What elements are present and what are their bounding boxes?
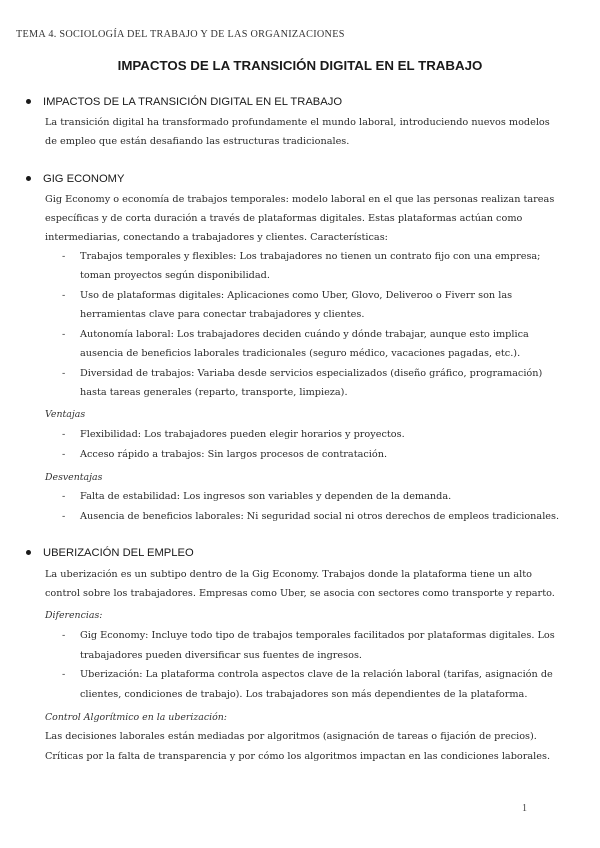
list-item-line: hasta tareas generales (reparto, transporte, limpieza). <box>80 387 348 398</box>
list-item-line: clientes, condiciones de trabajo). Los trabajadores son más dependientes de la plataforma. <box>80 689 528 700</box>
list-item-line: herramientas clave para conectar trabajadores y clientes. <box>80 309 365 320</box>
dash-marker: - <box>62 630 66 641</box>
list-item-line: trabajadores pueden diversificar sus fuentes de ingresos. <box>80 650 363 661</box>
control-algoritmico-label: Control Algorítmico en la uberización: <box>45 712 227 723</box>
ventajas-label: Ventajas <box>45 409 86 420</box>
list-item-line: Ausencia de beneficios laborales: Ni seguridad social ni otros derechos de empleos tradicionales. <box>80 511 560 522</box>
list-item-line: Acceso rápido a trabajos: Sin largos procesos de contratación. <box>80 449 388 460</box>
dash-marker: - <box>62 368 66 379</box>
list-item-line: Uberización: La plataforma controla aspectos clave de la relación laboral (tarifas, asignación de <box>80 669 553 680</box>
dash-marker: - <box>62 290 66 301</box>
paragraph-line: La transición digital ha transformado profundamente el mundo laboral, introduciendo nuevos modelos <box>45 117 550 128</box>
bullet-icon <box>26 176 31 181</box>
paragraph-line: específicas y de corta duración a través de plataformas digitales. Estas plataformas actúan como <box>45 213 523 224</box>
paragraph-line: Las decisiones laborales están mediadas por algoritmos (asignación de tareas o fijación de precios). <box>45 731 537 742</box>
dash-marker: - <box>62 511 66 522</box>
paragraph-line: de empleo que están desafiando las estructuras tradicionales. <box>45 136 350 147</box>
section-heading-text: GIG ECONOMY <box>43 173 125 185</box>
diferencias-label: Diferencias: <box>45 610 103 621</box>
section-heading-text: IMPACTOS DE LA TRANSICIÓN DIGITAL EN EL TRABAJO <box>43 96 343 108</box>
bullet-icon <box>26 99 31 104</box>
dash-marker: - <box>62 491 66 502</box>
bullet-icon <box>26 550 31 555</box>
page-title: IMPACTOS DE LA TRANSICIÓN DIGITAL EN EL TRABAJO <box>117 58 483 73</box>
section-heading-impactos <box>26 96 342 108</box>
paragraph-line: control sobre los trabajadores. Empresas como Uber, se asocia con sectores como transporte y reparto. <box>45 588 555 599</box>
paragraph-line: La uberización es un subtipo dentro de la Gig Economy. Trabajos donde la plataforma tiene un alto <box>45 569 532 580</box>
paragraph-line: Gig Economy o economía de trabajos temporales: modelo laboral en el que las personas realizan tareas <box>45 194 555 205</box>
list-item-line: Trabajos temporales y flexibles: Los trabajadores no tienen un contrato fijo con una empresa; <box>80 251 541 262</box>
list-item-line: ausencia de beneficios laborales tradicionales (seguro médico, vacaciones pagadas, etc.). <box>80 348 521 359</box>
list-item-line: Autonomía laboral: Los trabajadores deciden cuándo y dónde trabajar, aunque esto implica <box>80 329 529 340</box>
paragraph-line: Críticas por la falta de transparencia y por cómo los algoritmos impactan en las condiciones laborales. <box>45 751 551 762</box>
section-heading-gig-economy <box>26 173 124 185</box>
dash-marker: - <box>62 251 66 262</box>
section-heading-uberizacion <box>26 547 194 559</box>
list-item-line: Falta de estabilidad: Los ingresos son variables y dependen de la demanda. <box>80 491 452 502</box>
list-item-line: Diversidad de trabajos: Variaba desde servicios especializados (diseño gráfico, programación) <box>80 368 543 379</box>
dash-marker: - <box>62 449 66 460</box>
list-item-line: toman proyectos según disponibilidad. <box>80 270 270 281</box>
running-header: TEMA 4. SOCIOLOGÍA DEL TRABAJO Y DE LAS ORGANIZACIONES <box>16 29 345 40</box>
list-item-line: Flexibilidad: Los trabajadores pueden elegir horarios y proyectos. <box>80 429 405 440</box>
dash-marker: - <box>62 669 66 680</box>
list-item-line: Gig Economy: Incluye todo tipo de trabajos temporales facilitados por plataformas digitales. Los <box>80 630 555 641</box>
dash-marker: - <box>62 329 66 340</box>
page-number: 1 <box>522 803 527 814</box>
dash-marker: - <box>62 429 66 440</box>
section-heading-text: UBERIZACIÓN DEL EMPLEO <box>43 547 194 559</box>
list-item-line: Uso de plataformas digitales: Aplicaciones como Uber, Glovo, Deliveroo o Fiverr son las <box>80 290 513 301</box>
paragraph-line: intermediarias, conectando a trabajadores y clientes. Características: <box>45 232 388 243</box>
desventajas-label: Desventajas <box>45 472 103 483</box>
